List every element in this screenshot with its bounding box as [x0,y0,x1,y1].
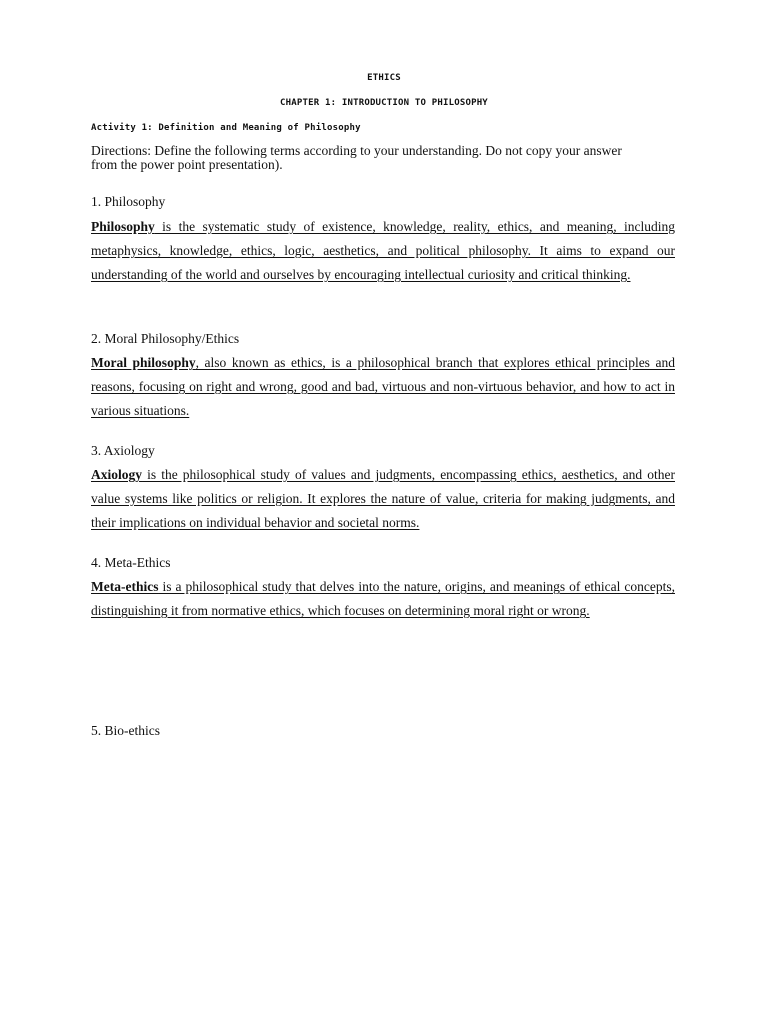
item-title-axiology: 3. Axiology [91,443,155,458]
answer-axiology [91,463,675,535]
answer-moral-philosophy [91,351,675,423]
answer-term: Axiology [91,467,143,482]
answer-term: Moral philosophy [91,355,196,370]
answer-philosophy [91,215,675,287]
item-title-philosophy: 1. Philosophy [91,194,166,209]
answer-definition: is a philosophical study that delves into the nature, origins, and meanings of ethical concepts, distinguishing it from normative ethics, which focuses on determining moral right or wrong. [91,579,675,618]
subject-heading: ETHICS [367,73,401,83]
answer-definition: is the philosophical study of values and judgments, encompassing ethics, aesthetics, and other value systems like politics or religion. It explores the nature of value, criteria for making judgments, and their implications on individual behavior and societal norms. [91,467,675,530]
answer-term: Meta-ethics [91,579,159,594]
answer-definition: is the systematic study of existence, knowledge, reality, ethics, and meaning, including metaphysics, knowledge, ethics, logic, aesthetics, and political philosophy. It aims to expand our understanding of the world and ourselves by encouraging intellectual curiosity and critical thinking. [91,219,675,282]
answer-meta-ethics [91,575,675,623]
item-title-meta-ethics: 4. Meta-Ethics [91,555,171,570]
activity-heading: Activity 1: Definition and Meaning of Philosophy [91,123,361,133]
item-title-bio-ethics: 5. Bio-ethics [91,723,160,738]
chapter-heading: CHAPTER 1: INTRODUCTION TO PHILOSOPHY [280,98,488,108]
directions-text: Directions: Define the following terms according to your understanding. Do not copy your answer from the power point presentation). [91,143,622,172]
answer-term: Philosophy [91,219,155,234]
item-title-moral-philosophy: 2. Moral Philosophy/Ethics [91,331,240,346]
answer-definition: , also known as ethics, is a philosophical branch that explores ethical principles and reasons, focusing on right and wrong, good and bad, virtuous and non-virtuous behavior, and how to act in various situations. [91,355,675,418]
